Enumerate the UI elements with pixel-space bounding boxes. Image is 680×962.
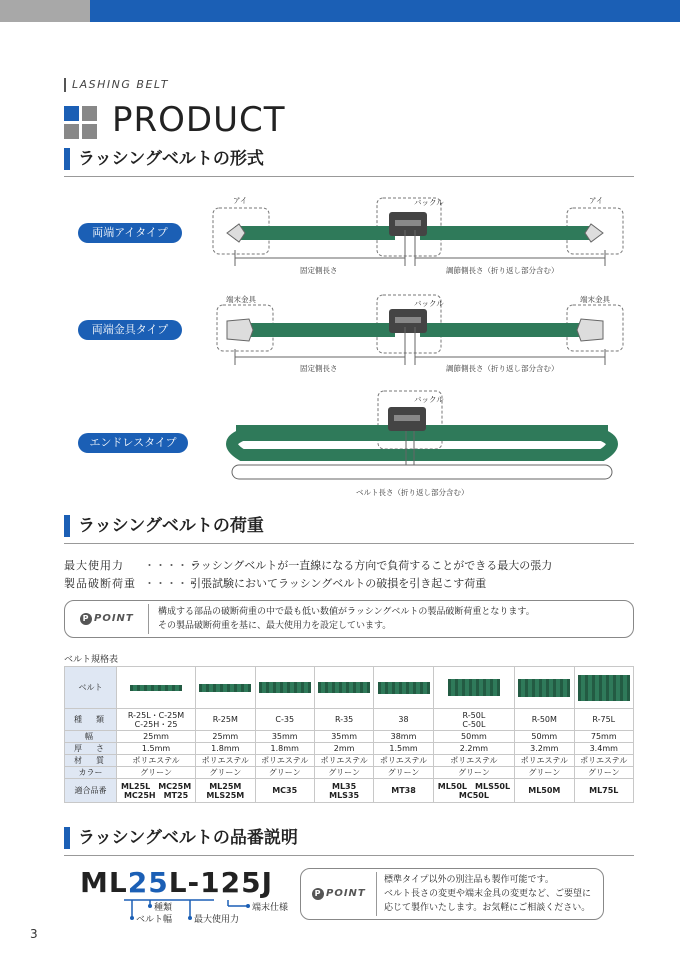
cell-type: R-50M <box>515 709 574 731</box>
term-break-load: 製品破断荷重 <box>64 577 136 590</box>
point-divider <box>148 604 149 634</box>
spec-table-wrap <box>64 666 634 803</box>
cell-models: ML50M <box>515 779 574 803</box>
cell-width: 50mm <box>433 731 514 743</box>
cell-color: グリーン <box>117 767 196 779</box>
label-fitting-left: 端末金具 <box>226 295 256 304</box>
definition-break-load <box>64 575 486 591</box>
cell-models: ML25M MLS25M <box>196 779 255 803</box>
term-max-force: 最大使用力 <box>64 559 124 572</box>
point-icon: P <box>312 888 324 900</box>
row-header: 種 類 <box>65 709 117 731</box>
cell-thickness: 1.8mm <box>255 743 314 755</box>
spec-table-caption: ベルト規格表 <box>64 655 119 665</box>
logo-grid-icon <box>64 106 98 140</box>
cell-material: ポリエステル <box>433 755 514 767</box>
cell-type: 38 <box>374 709 433 731</box>
belt-swatch <box>515 667 574 709</box>
cell-color: グリーン <box>255 767 314 779</box>
dim-fixed-length: 固定側長さ <box>300 266 338 275</box>
cell-thickness: 1.8mm <box>196 743 255 755</box>
dim-adjust-length: 調節側長さ（折り返し部分含む） <box>446 364 559 373</box>
row-header: 厚 さ <box>65 743 117 755</box>
section-heading-load: ラッシングベルトの荷重 <box>64 515 264 537</box>
dim-belt-length: ベルト長さ（折り返し部分含む） <box>356 488 469 497</box>
cell-material: ポリエステル <box>117 755 196 767</box>
cell-models: MT38 <box>374 779 433 803</box>
cell-width: 35mm <box>314 731 373 743</box>
annotation-max-force: 最大使用力 <box>194 915 240 925</box>
cell-thickness: 3.2mm <box>515 743 574 755</box>
belt-swatch <box>117 667 196 709</box>
table-row <box>65 779 634 803</box>
definition-dots: ・・・・・ <box>144 577 199 590</box>
cell-width: 75mm <box>574 731 633 743</box>
spec-table <box>64 666 634 803</box>
belt-swatch <box>433 667 514 709</box>
cell-material: ポリエステル <box>314 755 373 767</box>
cell-thickness: 2mm <box>314 743 373 755</box>
brand-label: LASHING BELT <box>64 78 169 92</box>
cell-color: グリーン <box>374 767 433 779</box>
desc-max-force: ラッシングベルトが一直線になる方向で負荷することができる最大の張力 <box>190 559 553 572</box>
belt-swatch <box>255 667 314 709</box>
label-buckle: バックル <box>414 198 444 207</box>
belt-swatch <box>196 667 255 709</box>
cell-width: 50mm <box>515 731 574 743</box>
point-divider <box>376 872 377 916</box>
annotation-belt-width: ベルト幅 <box>136 915 173 925</box>
cell-thickness: 1.5mm <box>374 743 433 755</box>
dim-adjust-length: 調節側長さ（折り返し部分含む） <box>446 266 559 275</box>
table-row <box>65 743 634 755</box>
type-pill-eye: 両端アイタイプ <box>78 223 182 243</box>
top-bar-gray <box>0 0 90 22</box>
cell-width: 35mm <box>255 731 314 743</box>
dim-fixed-length: 固定側長さ <box>300 364 338 373</box>
row-header: ベルト <box>65 667 117 709</box>
cell-type: R-25M <box>196 709 255 731</box>
cell-color: グリーン <box>574 767 633 779</box>
cell-material: ポリエステル <box>574 755 633 767</box>
type-pill-endless: エンドレスタイプ <box>78 433 188 453</box>
cell-color: グリーン <box>515 767 574 779</box>
belt-swatch <box>374 667 433 709</box>
model-number: ML25L-125J <box>80 866 274 899</box>
page-number: 3 <box>30 927 38 941</box>
cell-models: ML75L <box>574 779 633 803</box>
page-title: PRODUCT <box>112 100 286 140</box>
point-text-load: 構成する部品の破断荷重の中で最も低い数値がラッシングベルトの製品破断荷重となります。 その製品破断荷重を基に、最大使用力を設定しています。 <box>158 607 535 631</box>
label-buckle: バックル <box>414 299 444 308</box>
annotation-end-spec: 端末仕様 <box>252 903 289 913</box>
table-row <box>65 667 634 709</box>
cell-thickness: 1.5mm <box>117 743 196 755</box>
definition-max-force <box>64 557 552 573</box>
point-text-model: 標準タイプ以外の別注品も製作可能です。 ベルト長さの変更や端末金具の変更など、ご要望に 応じて製作いたします。お気軽にご相談ください。 <box>384 875 592 913</box>
type-pill-fitting: 両端金具タイプ <box>78 320 182 340</box>
section-heading-types: ラッシングベルトの形式 <box>64 148 264 170</box>
cell-thickness: 2.2mm <box>433 743 514 755</box>
section-divider <box>64 855 634 856</box>
cell-material: ポリエステル <box>255 755 314 767</box>
table-row <box>65 709 634 731</box>
cell-material: ポリエステル <box>374 755 433 767</box>
definition-dots: ・・・・・ <box>144 559 199 572</box>
section-divider <box>64 543 634 544</box>
belt-swatch <box>574 667 633 709</box>
cell-material: ポリエステル <box>196 755 255 767</box>
label-buckle: バックル <box>414 395 444 404</box>
cell-models: ML50L MLS50L MC50L <box>433 779 514 803</box>
cell-type: C-35 <box>255 709 314 731</box>
section-heading-model: ラッシングベルトの品番説明 <box>64 827 298 849</box>
belt-swatch <box>314 667 373 709</box>
cell-models: ML25L MC25M MC25H MT25 <box>117 779 196 803</box>
table-row <box>65 767 634 779</box>
cell-width: 38mm <box>374 731 433 743</box>
row-header: 材 質 <box>65 755 117 767</box>
cell-width: 25mm <box>196 731 255 743</box>
row-header: 適合品番 <box>65 779 117 803</box>
cell-models: MC35 <box>255 779 314 803</box>
cell-type: R-75L <box>574 709 633 731</box>
annotation-type: 種類 <box>154 903 173 913</box>
cell-type: R-35 <box>314 709 373 731</box>
desc-break-load: 引張試験においてラッシングベルトの破損を引き起こす荷重 <box>190 577 487 590</box>
point-logo: P POINT <box>80 613 134 625</box>
model-annotation-lines <box>80 896 280 926</box>
label-eye-left: アイ <box>233 196 248 205</box>
cell-color: グリーン <box>196 767 255 779</box>
point-icon: P <box>80 613 92 625</box>
cell-models: ML35 MLS35 <box>314 779 373 803</box>
cell-color: グリーン <box>433 767 514 779</box>
table-row <box>65 731 634 743</box>
label-eye-right: アイ <box>589 196 604 205</box>
table-row <box>65 755 634 767</box>
top-bar-blue <box>90 0 680 22</box>
section-divider <box>64 176 634 177</box>
cell-type: R-25L・C-25M C-25H・25 <box>117 709 196 731</box>
cell-color: グリーン <box>314 767 373 779</box>
cell-width: 25mm <box>117 731 196 743</box>
point-logo: P POINT <box>312 888 366 900</box>
row-header: カラー <box>65 767 117 779</box>
row-header: 幅 <box>65 731 117 743</box>
cell-type: R-50L C-50L <box>433 709 514 731</box>
label-fitting-right: 端末金具 <box>580 295 610 304</box>
cell-thickness: 3.4mm <box>574 743 633 755</box>
cell-material: ポリエステル <box>515 755 574 767</box>
